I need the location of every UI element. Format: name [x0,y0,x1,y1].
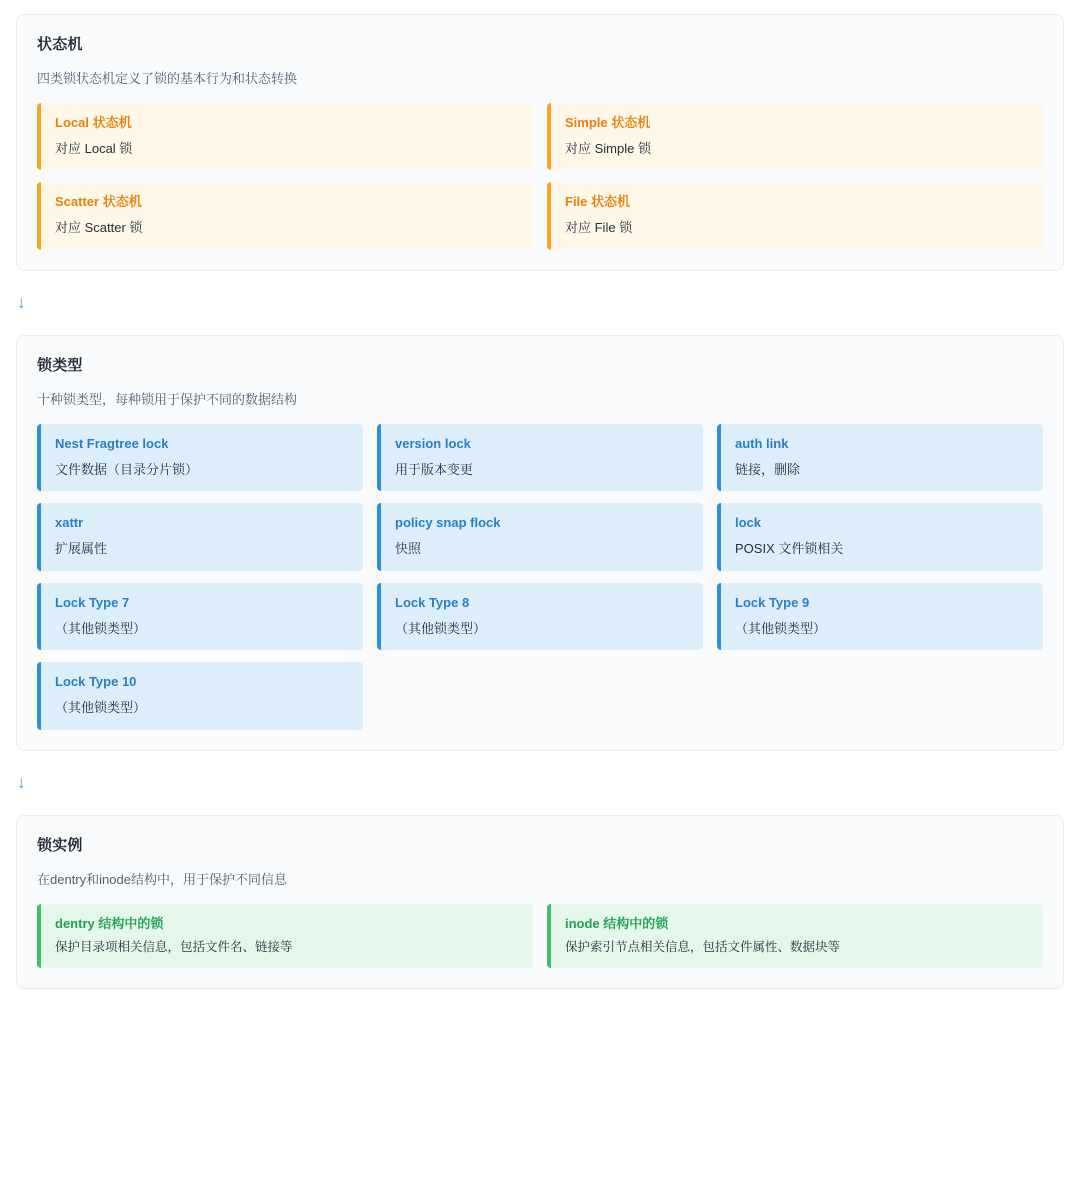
item-title: Lock Type 9 [735,594,810,610]
item-card[interactable] [37,182,533,249]
item-card[interactable] [717,424,1043,491]
item-title: version lock [395,435,471,451]
item-card[interactable] [547,103,1043,170]
item-description: 对应 Simple 锁 [565,140,651,156]
item-description: 对应 Local 锁 [55,140,133,156]
item-title: xattr [55,515,84,531]
item-card[interactable] [37,583,363,650]
section-title: 锁类型 [37,356,83,374]
item-grid [37,904,1043,968]
item-title: Nest Fragtree lock [55,435,169,451]
flow-container [16,14,1064,989]
item-title: Lock Type 10 [55,674,137,690]
item-description: 扩展属性 [55,541,108,557]
item-card[interactable] [37,503,363,570]
item-title: Lock Type 8 [395,594,470,610]
flow-arrow-icon: ↓ [17,773,26,793]
item-card[interactable] [717,503,1043,570]
item-description: 文件数据（目录分片锁） [55,461,199,477]
item-description: 快照 [395,541,422,557]
item-card[interactable] [37,904,533,968]
item-card[interactable] [547,182,1043,249]
item-description: 用于版本变更 [395,461,474,477]
item-title: policy snap flock [395,515,501,531]
item-title: Scatter 状态机 [55,194,142,210]
flow-arrow-icon: ↓ [17,293,26,313]
section-subtitle: 四类锁状态机定义了锁的基本行为和状态转换 [37,71,298,86]
item-description: POSIX 文件锁相关 [735,541,844,557]
section-card [16,815,1064,989]
item-description: 对应 File 锁 [565,220,633,236]
item-title: Lock Type 7 [55,594,130,610]
item-description: 链接，删除 [735,461,801,477]
item-card[interactable] [377,424,703,491]
item-title: File 状态机 [565,194,631,210]
item-card[interactable] [37,662,363,729]
item-description: （其他锁类型） [55,620,147,636]
item-title: inode 结构中的锁 [565,915,669,931]
item-description: （其他锁类型） [735,620,827,636]
item-grid [37,424,1043,730]
item-description: 保护索引节点相关信息，包括文件属性、数据块等 [565,939,841,954]
section-card [16,14,1064,271]
section-card [16,335,1064,751]
section-title: 状态机 [37,36,83,53]
item-description: 保护目录项相关信息，包括文件名、链接等 [55,939,293,954]
section-subtitle: 十种锁类型，每种锁用于保护不同的数据结构 [37,391,298,407]
item-card[interactable] [37,424,363,491]
item-title: auth link [735,435,789,451]
item-title: dentry 结构中的锁 [55,915,164,931]
item-card[interactable] [37,103,533,170]
item-description: 对应 Scatter 锁 [55,220,143,236]
item-card[interactable] [547,904,1043,968]
section-title: 锁实例 [37,836,83,854]
item-grid [37,103,1043,250]
item-description: （其他锁类型） [395,620,487,636]
item-title: lock [735,515,762,531]
item-card[interactable] [377,583,703,650]
item-description: （其他锁类型） [55,700,147,716]
item-card[interactable] [717,583,1043,650]
item-title: Local 状态机 [55,115,132,130]
item-card[interactable] [377,503,703,570]
section-subtitle: 在dentry和inode结构中，用于保护不同信息 [37,871,287,887]
item-title: Simple 状态机 [565,115,651,130]
